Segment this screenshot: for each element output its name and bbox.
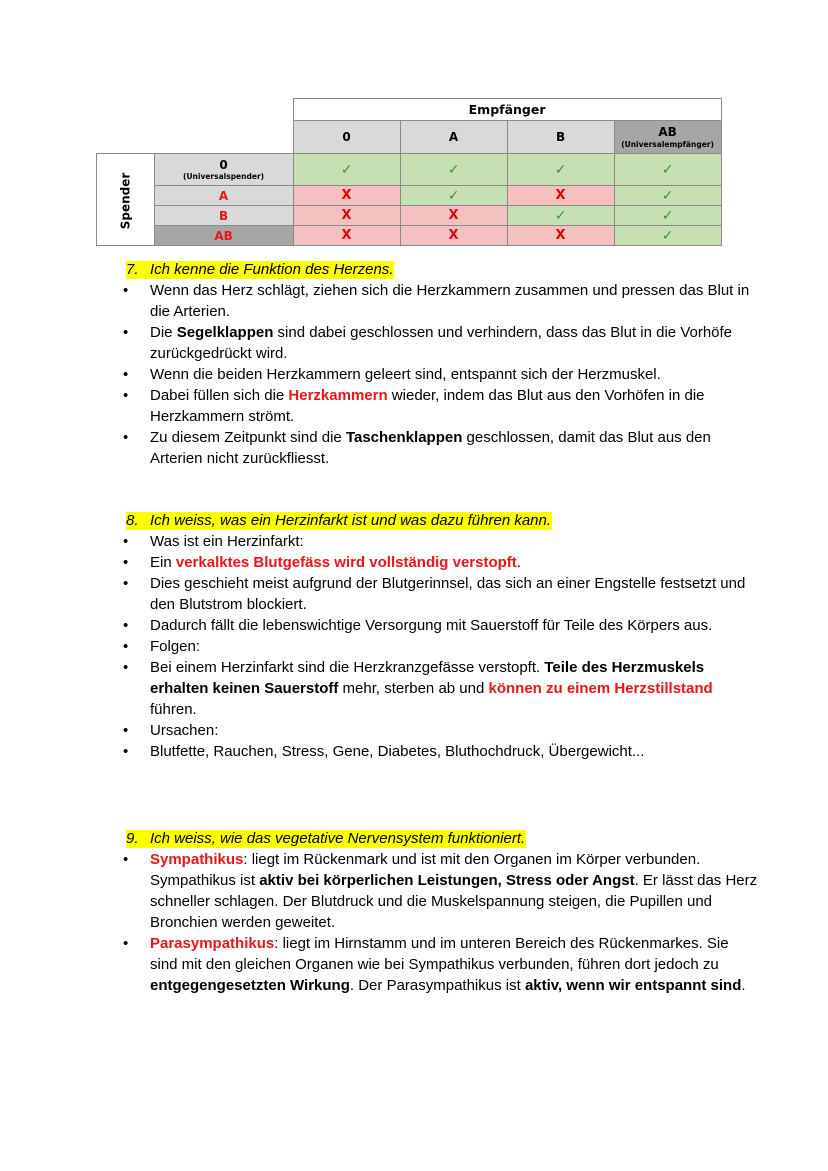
text-run: Dabei füllen sich die xyxy=(150,387,289,404)
text-run: . xyxy=(741,977,746,994)
highlighted-term: Parasympathikus xyxy=(150,935,275,952)
text-run: Wenn das Herz schlägt, ziehen sich die Herzkammern zusammen und pressen das Blut in die Arterien. xyxy=(150,282,750,320)
cell-compatible: ✓ xyxy=(400,154,507,186)
section-heading xyxy=(118,259,758,280)
text-run: Zu diesem Zeitpunkt sind die xyxy=(150,429,346,446)
list-item xyxy=(118,280,758,322)
text-run: Blutfette, Rauchen, Stress, Gene, Diabetes, Bluthochdruck, Übergewicht... xyxy=(150,743,645,760)
text-run: Ursachen: xyxy=(150,722,219,739)
blood-group-table xyxy=(96,98,722,246)
list-item xyxy=(118,385,758,427)
cell-compatible: ✓ xyxy=(614,186,721,206)
text-run: sind dabei geschlossen und verhindern, dass das Blut in die Vorhöfe zurückgedrückt wird. xyxy=(150,324,733,362)
section-heart-function xyxy=(118,259,758,469)
list-item xyxy=(118,933,758,996)
section-nervous-system xyxy=(118,828,758,996)
section-title: Ich weiss, wie das vegetative Nervensystem funktioniert. xyxy=(150,830,526,847)
list-item xyxy=(118,552,758,573)
text-run: Dies geschieht meist aufgrund der Blutgerinnsel, das sich an einer Engstelle festsetzt und den Blutstrom blockiert. xyxy=(150,575,746,613)
column-header-b: B xyxy=(507,121,614,154)
list-item xyxy=(118,322,758,364)
bold-term: entgegengesetzten Wirkung xyxy=(150,977,350,994)
highlighted-term: verkalktes Blutgefäss wird vollständig verstopft xyxy=(175,554,517,571)
bold-term: Teile des Herzmuskels erhalten keinen Sauerstoff xyxy=(150,659,705,697)
section-heart-attack xyxy=(118,510,758,762)
text-run: führen. xyxy=(150,701,197,718)
cell-compatible: ✓ xyxy=(614,206,721,226)
cell-incompatible: X xyxy=(507,226,614,246)
text-run: Bei einem Herzinfarkt sind die Herzkranzgefässe verstopft. xyxy=(150,659,545,676)
text-run: : liegt im Rückenmark und ist mit den Organen im Körper verbunden. Sympathikus ist xyxy=(150,851,701,889)
row-header-ab: AB xyxy=(154,226,293,246)
section-number: 8. xyxy=(126,512,139,529)
cell-compatible: ✓ xyxy=(293,154,400,186)
row-header-b: B xyxy=(154,206,293,226)
list-item xyxy=(118,531,758,552)
empfaenger-header: Empfänger xyxy=(293,99,721,121)
text-run: wieder, indem das Blut aus den Vorhöfen in die Herzkammern strömt. xyxy=(150,387,705,425)
section-heading xyxy=(118,828,758,849)
cell-compatible: ✓ xyxy=(507,206,614,226)
column-subtitle: (Universalempfänger) xyxy=(621,140,714,149)
cell-incompatible: X xyxy=(293,186,400,206)
text-run: Was ist ein Herzinfarkt: xyxy=(150,533,304,550)
row-header-0: 0 (Universalspender) xyxy=(154,154,293,186)
cell-incompatible: X xyxy=(400,206,507,226)
cell-incompatible: X xyxy=(507,186,614,206)
row-subtitle: (Universalspender) xyxy=(183,172,265,181)
column-header-a: A xyxy=(400,121,507,154)
bold-term: Segelklappen xyxy=(176,324,274,341)
list-item xyxy=(118,573,758,615)
cell-compatible: ✓ xyxy=(614,154,721,186)
text-run: Dadurch fällt die lebenswichtige Versorgung mit Sauerstoff für Teile des Körpers aus. xyxy=(150,617,713,634)
cell-incompatible: X xyxy=(400,226,507,246)
section-heading xyxy=(118,510,758,531)
text-run: Folgen: xyxy=(150,638,201,655)
row-header-a: A xyxy=(154,186,293,206)
text-run: . xyxy=(516,554,521,571)
section-number: 9. xyxy=(126,830,139,847)
bold-term: aktiv, wenn wir entspannt sind xyxy=(524,977,742,994)
bold-term: Taschenklappen xyxy=(345,429,463,446)
text-run: geschlossen, damit das Blut aus den Arterien nicht zurückfliesst. xyxy=(150,429,711,467)
list-item xyxy=(118,427,758,469)
bullet-list xyxy=(118,849,758,996)
section-title: Ich kenne die Funktion des Herzens. xyxy=(150,261,394,278)
bold-term: aktiv bei körperlichen Leistungen, Stress oder Angst xyxy=(259,872,635,889)
text-run: Wenn die beiden Herzkammern geleert sind, entspannt sich der Herzmuskel. xyxy=(150,366,661,383)
list-item xyxy=(118,615,758,636)
section-number: 7. xyxy=(126,261,139,278)
column-header-ab: AB (Universalempfänger) xyxy=(614,121,721,154)
highlighted-term: können zu einem Herzstillstand xyxy=(488,680,713,697)
list-item xyxy=(118,741,758,762)
cell-incompatible: X xyxy=(293,226,400,246)
text-run: Die xyxy=(150,324,177,341)
highlighted-term: Sympathikus xyxy=(150,851,244,868)
list-item xyxy=(118,636,758,657)
cell-incompatible: X xyxy=(293,206,400,226)
text-run: . Der Parasympathikus ist xyxy=(349,977,525,994)
list-item xyxy=(118,849,758,933)
list-item xyxy=(118,657,758,720)
section-title: Ich weiss, was ein Herzinfarkt ist und was dazu führen kann. xyxy=(150,512,552,529)
highlighted-term: Herzkammern xyxy=(288,387,388,404)
cell-compatible: ✓ xyxy=(400,186,507,206)
cell-compatible: ✓ xyxy=(507,154,614,186)
text-run: mehr, sterben ab und xyxy=(338,680,489,697)
bullet-list xyxy=(118,531,758,762)
list-item xyxy=(118,720,758,741)
spender-header: Spender xyxy=(97,154,155,246)
text-run: Ein xyxy=(150,554,176,571)
cell-compatible: ✓ xyxy=(614,226,721,246)
list-item xyxy=(118,364,758,385)
column-header-0: 0 xyxy=(293,121,400,154)
text-run: : liegt im Hirnstamm und im unteren Bereich des Rückenmarkes. Sie sind mit den gleichen Organen wie bei Sympathikus verbunden, führen dort jedoch zu xyxy=(150,935,729,973)
text-run: . Er lässt das Herz schneller schlagen. Der Blutdruck und die Muskelspannung steigen, die Pupillen und Bronchien werden geweitet. xyxy=(150,872,758,931)
bullet-list xyxy=(118,280,758,469)
